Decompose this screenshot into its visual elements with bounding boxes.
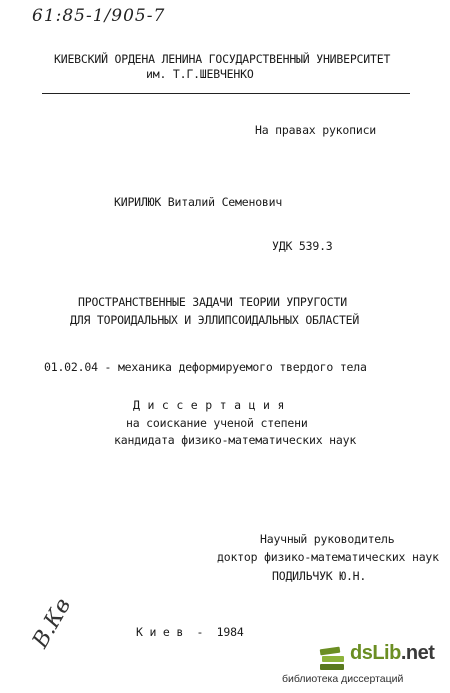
book-stack-icon	[318, 645, 348, 673]
supervisor-role: Научный руководитель	[260, 532, 395, 546]
udc-code: УДК 539.3	[272, 239, 333, 253]
city-year: К и е в - 1984	[136, 625, 244, 639]
watermark-tld: .net	[400, 642, 435, 664]
institution-line-1: КИЕВСКИЙ ОРДЕНА ЛЕНИНА ГОСУДАРСТВЕННЫЙ УНИВЕРСИТЕТ	[54, 52, 391, 66]
supervisor-name: ПОДИЛЬЧУК Ю.Н.	[272, 569, 367, 583]
handwritten-catalog-number: 61:85-1/905-7	[32, 6, 166, 26]
degree-line-1: на соискание ученой степени	[126, 416, 308, 430]
specialty-code: 01.02.04 - механика деформируемого твердого тела	[44, 360, 367, 374]
watermark-logo	[282, 641, 444, 691]
dissertation-label: Д и с с е р т а ц и я	[133, 398, 285, 412]
title-line-2: ДЛЯ ТОРОИДАЛЬНЫХ И ЭЛЛИПСОИДАЛЬНЫХ ОБЛАСТЕЙ	[70, 313, 360, 327]
institution-line-2: им. Т.Г.ШЕВЧЕНКО	[146, 67, 254, 81]
supervisor-degree: доктор физико-математических наук	[217, 550, 439, 564]
author-name: КИРИЛЮК Виталий Семенович	[114, 195, 283, 209]
title-line-1: ПРОСТРАНСТВЕННЫЕ ЗАДАЧИ ТЕОРИИ УПРУГОСТИ	[78, 295, 347, 309]
handwritten-signature: В.Кв	[28, 594, 77, 653]
degree-line-2: кандидата физико-математических наук	[114, 433, 357, 447]
manuscript-rights-note: На правах рукописи	[255, 123, 377, 137]
header-divider	[42, 93, 410, 94]
watermark-tagline: библиотека диссертаций	[282, 673, 404, 685]
watermark-brand: dsLib	[350, 642, 401, 664]
